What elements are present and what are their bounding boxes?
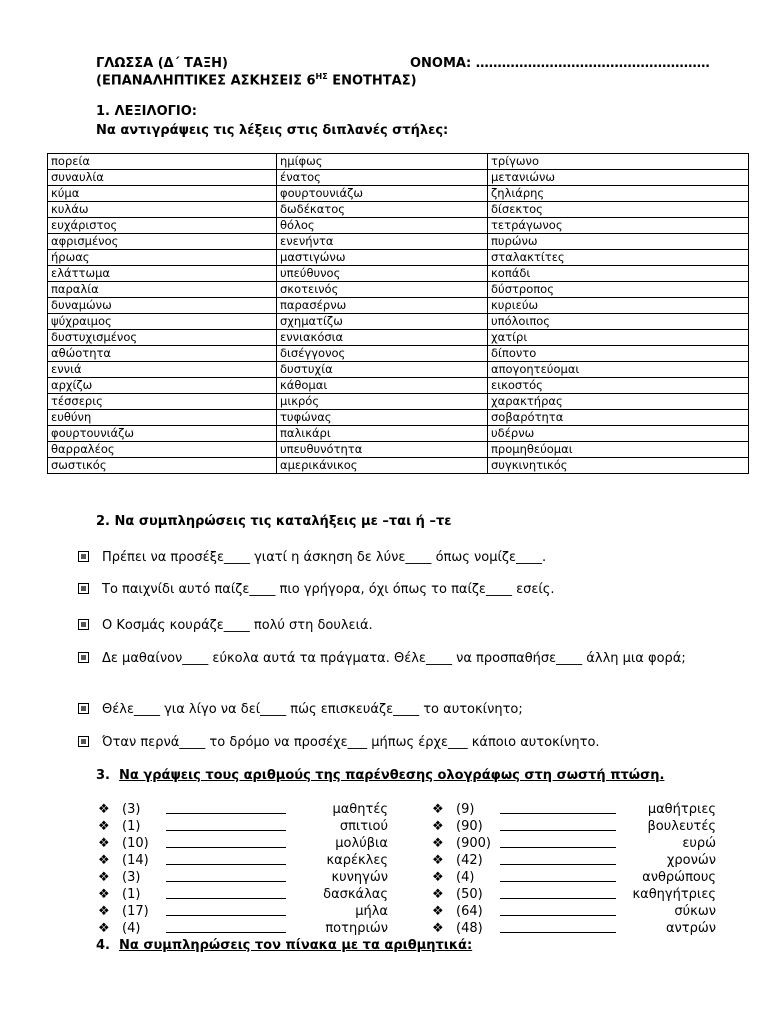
name-field-label: ΟΝΟΜΑ: ……………………………………………… xyxy=(410,56,710,71)
exercise3-word: σπιτιού xyxy=(339,819,388,834)
answer-blank[interactable] xyxy=(166,818,286,831)
exercise3-number: (50) xyxy=(456,887,483,902)
exercise3-row xyxy=(98,801,388,818)
exercise3-row xyxy=(432,852,716,869)
answer-blank[interactable] xyxy=(166,903,286,916)
exercise3-number: (3) xyxy=(122,802,141,817)
section4-heading xyxy=(96,938,472,953)
diamond-bullet-icon: ❖ xyxy=(98,802,110,817)
answer-blank[interactable] xyxy=(166,852,286,865)
vocabulary-cell: ελάττωμα xyxy=(48,266,277,282)
exercise3-word: μαθητές xyxy=(332,802,388,817)
vocabulary-cell: σοβαρότητα xyxy=(488,410,749,426)
diamond-bullet-icon: ❖ xyxy=(98,887,110,902)
exercise3-word: ανθρώπους xyxy=(642,870,716,885)
section3-instruction: Να γράψεις τους αριθμούς της παρένθεσης ολογράφως στη σωστή πτώση. xyxy=(119,768,665,783)
vocabulary-cell: σταλακτίτες xyxy=(488,250,749,266)
exercise3-number: (10) xyxy=(122,836,149,851)
diamond-bullet-icon: ❖ xyxy=(432,819,444,834)
exercise3-row xyxy=(98,818,388,835)
exercise3-word: σύκων xyxy=(674,904,716,919)
diamond-bullet-icon: ❖ xyxy=(432,853,444,868)
vocabulary-cell: απογοητεύομαι xyxy=(488,362,749,378)
vocabulary-row xyxy=(48,442,749,458)
square-bullet-icon xyxy=(78,619,89,630)
vocabulary-cell: τετράγωνος xyxy=(488,218,749,234)
exercise3-word: βουλευτές xyxy=(647,819,716,834)
answer-blank[interactable] xyxy=(500,852,616,865)
vocabulary-cell: θαρραλέος xyxy=(48,442,277,458)
exercise3-number: (48) xyxy=(456,921,483,936)
vocabulary-cell: ζηλιάρης xyxy=(488,186,749,202)
vocabulary-row xyxy=(48,394,749,410)
vocabulary-row xyxy=(48,330,749,346)
section4-instruction: Να συμπληρώσεις τον πίνακα με τα αριθμητικά: xyxy=(119,938,473,953)
exercise3-number: (4) xyxy=(456,870,475,885)
answer-blank[interactable] xyxy=(166,835,286,848)
subtitle-superscript: ΗΣ xyxy=(315,72,328,81)
exercise3-row xyxy=(432,869,716,886)
section1-instruction: Να αντιγράψεις τις λέξεις στις διπλανές στήλες: xyxy=(96,123,449,138)
exercise3-word: μολύβια xyxy=(335,836,388,851)
diamond-bullet-icon: ❖ xyxy=(98,819,110,834)
exercise3-word: χρονών xyxy=(666,853,716,868)
diamond-bullet-icon: ❖ xyxy=(98,836,110,851)
vocabulary-cell: παρασέρνω xyxy=(277,298,488,314)
exercise2-item xyxy=(78,581,728,601)
vocabulary-cell: παλικάρι xyxy=(277,426,488,442)
answer-blank[interactable] xyxy=(500,818,616,831)
square-bullet-icon xyxy=(78,652,89,663)
vocabulary-row xyxy=(48,154,749,170)
worksheet-subtitle xyxy=(96,72,417,88)
vocabulary-cell: σκοτεινός xyxy=(277,282,488,298)
vocabulary-cell: ψύχραιμος xyxy=(48,314,277,330)
answer-blank[interactable] xyxy=(166,886,286,899)
vocabulary-cell: μετανιώνω xyxy=(488,170,749,186)
exercise3-row xyxy=(98,852,388,869)
vocabulary-cell: φουρτουνιάζω xyxy=(48,426,277,442)
vocabulary-cell: δυναμώνω xyxy=(48,298,277,314)
exercise3-word: αντρών xyxy=(665,921,716,936)
vocabulary-cell: προμηθεύομαι xyxy=(488,442,749,458)
diamond-bullet-icon: ❖ xyxy=(98,904,110,919)
vocabulary-cell: κυριεύω xyxy=(488,298,749,314)
vocabulary-row xyxy=(48,458,749,474)
vocabulary-cell: υπευθυνότητα xyxy=(277,442,488,458)
vocabulary-cell: εικοστός xyxy=(488,378,749,394)
answer-blank[interactable] xyxy=(166,920,286,933)
vocabulary-cell: θόλος xyxy=(277,218,488,234)
vocabulary-cell: πυρώνω xyxy=(488,234,749,250)
exercise3-number: (9) xyxy=(456,802,475,817)
exercise2-item xyxy=(78,549,728,569)
answer-blank[interactable] xyxy=(166,801,286,814)
exercise3-word: μαθήτριες xyxy=(647,802,716,817)
vocabulary-row xyxy=(48,250,749,266)
exercise2-sentence: Θέλε____ για λίγο να δεί____ πώς επισκευάζε____ το αυτοκίνητο; xyxy=(102,702,523,717)
vocabulary-row xyxy=(48,426,749,442)
exercise3-row xyxy=(432,903,716,920)
answer-blank[interactable] xyxy=(500,835,616,848)
exercise2-item xyxy=(78,701,728,721)
vocabulary-cell: σωστικός xyxy=(48,458,277,474)
exercise3-word: μήλα xyxy=(355,904,388,919)
square-bullet-icon xyxy=(78,703,89,714)
vocabulary-cell: μαστιγώνω xyxy=(277,250,488,266)
section2-heading: 2. Να συμπληρώσεις τις καταλήξεις με –ται ή –τε xyxy=(96,514,452,529)
exercise2-sentence: Ο Κοσμάς κουράζε____ πολύ στη δουλειά. xyxy=(102,618,373,633)
vocabulary-row xyxy=(48,346,749,362)
vocabulary-row xyxy=(48,202,749,218)
vocabulary-cell: τυφώνας xyxy=(277,410,488,426)
exercise2-sentence: Όταν περνά____ το δρόμο να προσέχε___ μήπως έρχε___ κάποιο αυτοκίνητο. xyxy=(102,735,600,750)
exercise3-number: (64) xyxy=(456,904,483,919)
vocabulary-cell: τέσσερις xyxy=(48,394,277,410)
vocabulary-cell: συγκινητικός xyxy=(488,458,749,474)
vocabulary-cell: εννιακόσια xyxy=(277,330,488,346)
answer-blank[interactable] xyxy=(166,869,286,882)
vocabulary-row xyxy=(48,362,749,378)
vocabulary-row xyxy=(48,378,749,394)
exercise3-row xyxy=(98,835,388,852)
diamond-bullet-icon: ❖ xyxy=(98,870,110,885)
vocabulary-cell: εννιά xyxy=(48,362,277,378)
vocabulary-row xyxy=(48,282,749,298)
answer-blank[interactable] xyxy=(500,886,616,899)
vocabulary-cell: δίποντο xyxy=(488,346,749,362)
answer-blank[interactable] xyxy=(500,903,616,916)
section3-number: 3 xyxy=(96,768,106,783)
vocabulary-cell: ημίφως xyxy=(277,154,488,170)
exercise3-number: (3) xyxy=(122,870,141,885)
vocabulary-cell: σχηματίζω xyxy=(277,314,488,330)
vocabulary-cell: τρίγωνο xyxy=(488,154,749,170)
vocabulary-cell: ευχάριστος xyxy=(48,218,277,234)
diamond-bullet-icon: ❖ xyxy=(432,870,444,885)
vocabulary-cell: χαρακτήρας xyxy=(488,394,749,410)
exercise2-sentence: Πρέπει να προσέξε____ γιατί η άσκηση δε λύνε____ όπως νομίζε____. xyxy=(102,550,547,565)
exercise3-number: (90) xyxy=(456,819,483,834)
answer-blank[interactable] xyxy=(500,869,616,882)
vocabulary-cell: χατίρι xyxy=(488,330,749,346)
vocabulary-cell: φουρτουνιάζω xyxy=(277,186,488,202)
diamond-bullet-icon: ❖ xyxy=(432,887,444,902)
diamond-bullet-icon: ❖ xyxy=(432,921,444,936)
exercise3-row xyxy=(432,920,716,937)
vocabulary-row xyxy=(48,410,749,426)
exercise3-number: (1) xyxy=(122,887,141,902)
vocabulary-cell: υπεύθυνος xyxy=(277,266,488,282)
vocabulary-cell: αρχίζω xyxy=(48,378,277,394)
diamond-bullet-icon: ❖ xyxy=(432,836,444,851)
vocabulary-cell: ήρωας xyxy=(48,250,277,266)
exercise2-item xyxy=(78,617,728,637)
vocabulary-row xyxy=(48,218,749,234)
vocabulary-cell: δισέγγονος xyxy=(277,346,488,362)
exercise3-row xyxy=(98,920,388,937)
diamond-bullet-icon: ❖ xyxy=(98,921,110,936)
exercise2-item xyxy=(78,650,728,686)
vocabulary-cell: δυστυχισμένος xyxy=(48,330,277,346)
vocabulary-cell: δωδέκατος xyxy=(277,202,488,218)
exercise3-row xyxy=(432,818,716,835)
diamond-bullet-icon: ❖ xyxy=(98,853,110,868)
vocabulary-cell: μικρός xyxy=(277,394,488,410)
vocabulary-cell: ευθύνη xyxy=(48,410,277,426)
exercise3-word: ποτηριών xyxy=(325,921,388,936)
vocabulary-row xyxy=(48,266,749,282)
section1-heading: 1. ΛΕΞΙΛΟΓΙΟ: xyxy=(96,104,197,119)
exercise3-number: (900) xyxy=(456,836,491,851)
vocabulary-cell: δίσεκτος xyxy=(488,202,749,218)
vocabulary-cell: υπόλοιπος xyxy=(488,314,749,330)
subtitle-pre: (ΕΠΑΝΑΛΗΠΤΙΚΕΣ ΑΣΚΗΣΕΙΣ 6 xyxy=(96,73,316,89)
vocabulary-cell: υδέρνω xyxy=(488,426,749,442)
exercise3-number: (4) xyxy=(122,921,141,936)
exercise2-sentence: Το παιχνίδι αυτό παίζε____ πιο γρήγορα, όχι όπως το παίζε____ εσείς. xyxy=(102,582,555,597)
exercise3-word: δασκάλας xyxy=(323,887,388,902)
answer-blank[interactable] xyxy=(500,920,616,933)
vocabulary-cell: κάθομαι xyxy=(277,378,488,394)
vocabulary-cell: κοπάδι xyxy=(488,266,749,282)
section4-number: 4. xyxy=(96,938,110,953)
exercise3-row xyxy=(432,886,716,903)
square-bullet-icon xyxy=(78,583,89,594)
vocabulary-table xyxy=(47,153,749,474)
exercise3-row xyxy=(432,801,716,818)
exercise3-word: καθηγήτριες xyxy=(632,887,716,902)
vocabulary-cell: ένατος xyxy=(277,170,488,186)
exercise3-word: κυνηγών xyxy=(331,870,388,885)
vocabulary-row xyxy=(48,298,749,314)
subtitle-post: ΕΝΟΤΗΤΑΣ) xyxy=(327,73,417,89)
vocabulary-cell: κυλάω xyxy=(48,202,277,218)
vocabulary-cell: πορεία xyxy=(48,154,277,170)
vocabulary-cell: συναυλία xyxy=(48,170,277,186)
square-bullet-icon xyxy=(78,551,89,562)
vocabulary-row xyxy=(48,234,749,250)
exercise3-row xyxy=(98,869,388,886)
diamond-bullet-icon: ❖ xyxy=(432,802,444,817)
vocabulary-cell: ενενήντα xyxy=(277,234,488,250)
exercise3-number: (17) xyxy=(122,904,149,919)
vocabulary-cell: κύμα xyxy=(48,186,277,202)
vocabulary-cell: δυστυχία xyxy=(277,362,488,378)
vocabulary-row xyxy=(48,186,749,202)
square-bullet-icon xyxy=(78,736,89,747)
exercise3-number: (1) xyxy=(122,819,141,834)
exercise2-item xyxy=(78,734,728,754)
exercise3-row xyxy=(98,903,388,920)
vocabulary-row xyxy=(48,170,749,186)
exercise3-number: (42) xyxy=(456,853,483,868)
exercise2-sentence: Δε μαθαίνον____ εύκολα αυτά τα πράγματα. Θέλε____ να προσπαθήσε____ άλλη μια φορά; xyxy=(102,651,686,666)
answer-blank[interactable] xyxy=(500,801,616,814)
diamond-bullet-icon: ❖ xyxy=(432,904,444,919)
exercise3-number: (14) xyxy=(122,853,149,868)
vocabulary-cell: αθώοτητα xyxy=(48,346,277,362)
vocabulary-cell: δύστροπος xyxy=(488,282,749,298)
exercise3-word: ευρώ xyxy=(682,836,716,851)
exercise3-word: καρέκλες xyxy=(326,853,388,868)
vocabulary-cell: παραλία xyxy=(48,282,277,298)
exercise3-row xyxy=(98,886,388,903)
vocabulary-row xyxy=(48,314,749,330)
section3-heading: 3. Να γράψεις τους αριθμούς της παρένθεσης ολογράφως στη σωστή πτώση. xyxy=(96,768,665,783)
exercise3-row xyxy=(432,835,716,852)
vocabulary-cell: αμερικάνικος xyxy=(277,458,488,474)
worksheet-title: ΓΛΩΣΣΑ (Δ΄ ΤΑΞΗ) xyxy=(96,56,228,71)
vocabulary-cell: αφρισμένος xyxy=(48,234,277,250)
